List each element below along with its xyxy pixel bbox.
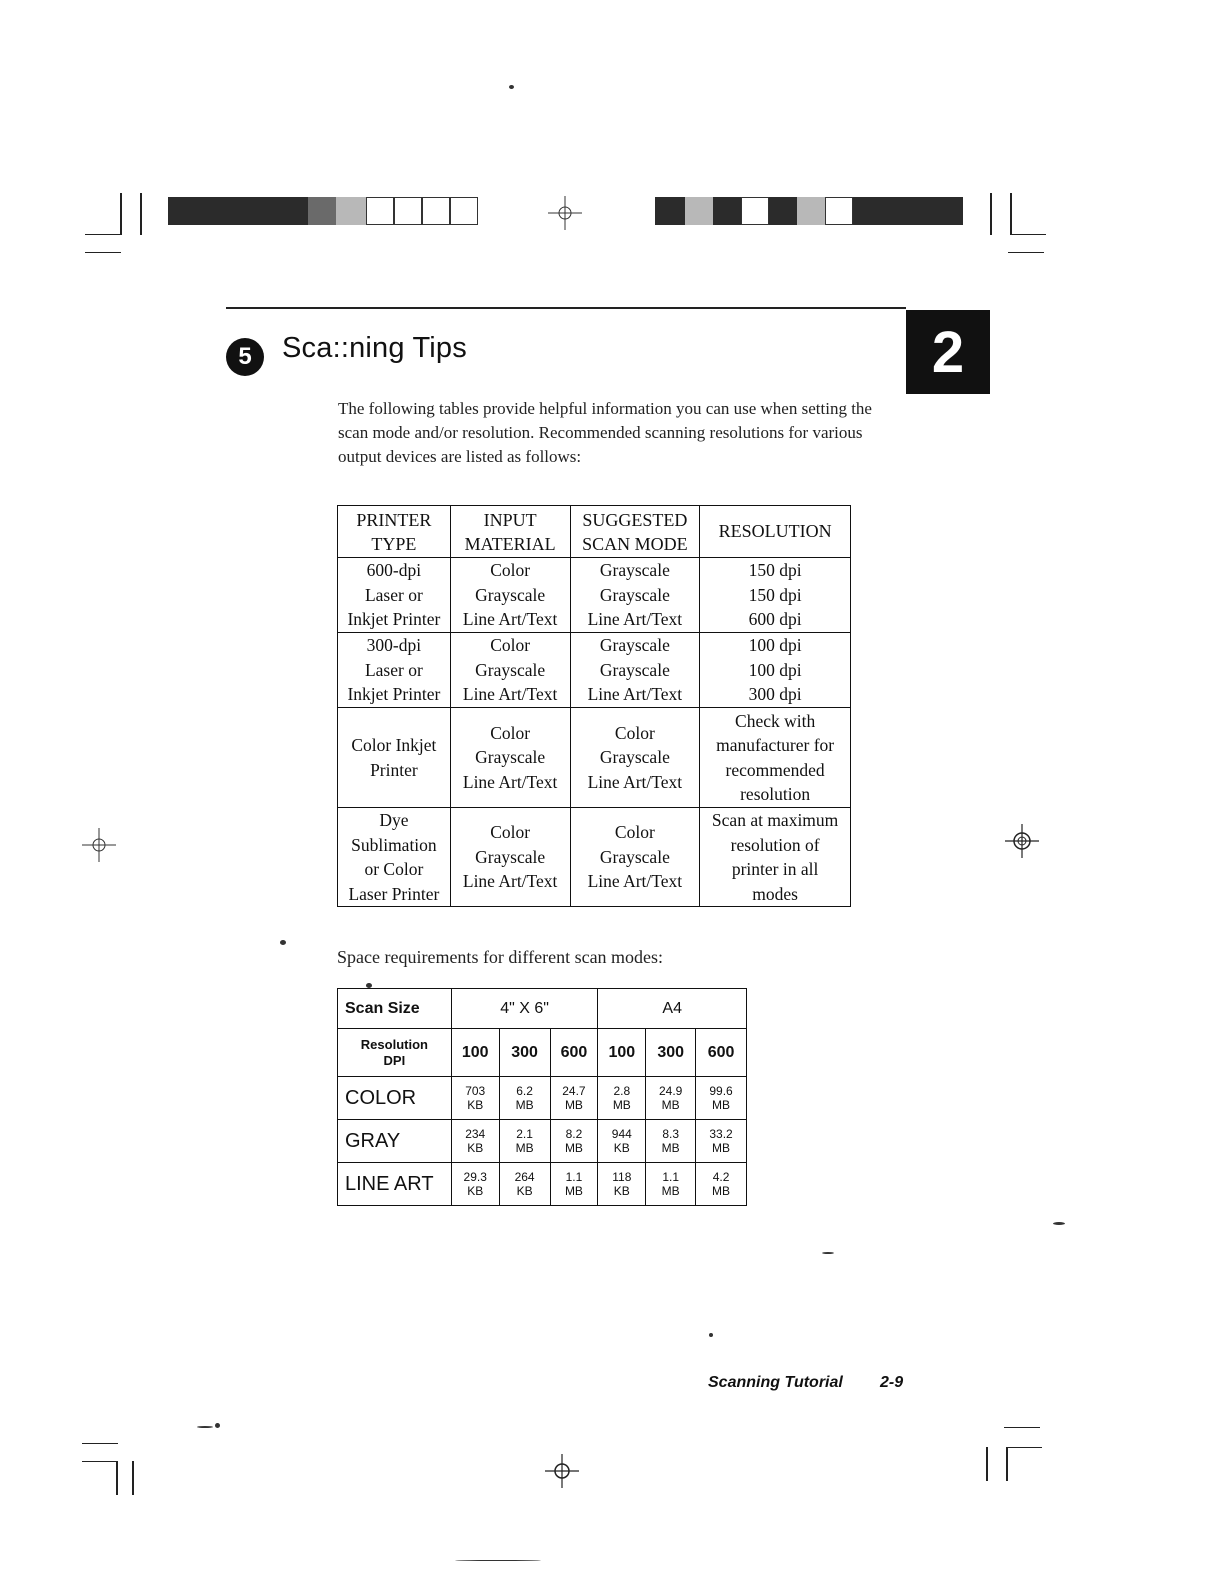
cell-line: Grayscale	[599, 846, 670, 867]
scan-mode-label: COLOR	[338, 1077, 452, 1120]
scan-mode-cell	[570, 708, 700, 808]
cell-line: Line Art/Text	[462, 684, 558, 705]
cell-line: 150 dpi	[748, 560, 802, 581]
header-input-material: INPUT MATERIAL	[450, 506, 570, 558]
file-size-part: KB	[613, 1184, 630, 1198]
input-material-cell	[450, 808, 570, 907]
color-bar	[422, 197, 450, 225]
file-size-cell	[499, 1163, 550, 1206]
cell-line: Laser or	[364, 584, 423, 605]
cell-line: Line Art/Text	[587, 609, 683, 630]
printer-type-cell	[338, 633, 451, 708]
cell-line: Grayscale	[475, 659, 546, 680]
file-size-cell	[451, 1120, 499, 1163]
cell-line: Grayscale	[475, 747, 546, 768]
dpi-label-line: DPI	[383, 1052, 406, 1068]
cell-line: Color	[614, 822, 655, 843]
file-size-part: 33.2	[709, 1127, 733, 1141]
input-material-cell	[450, 633, 570, 708]
scan-mode-cell	[570, 558, 700, 633]
cell-line: Grayscale	[599, 560, 670, 581]
cell-line: Grayscale	[475, 584, 546, 605]
dpi-value: 100	[451, 1029, 499, 1077]
file-size-cell	[451, 1163, 499, 1206]
cell-line: manufacturer for	[716, 735, 835, 755]
color-bar	[769, 197, 797, 225]
registration-mark-icon	[82, 828, 116, 862]
file-size-cell	[696, 1163, 747, 1206]
scan-size-row	[338, 989, 747, 1029]
crop-mark	[1004, 1427, 1040, 1428]
resolution-table	[337, 505, 851, 907]
crop-mark	[1010, 193, 1012, 235]
file-size-part: KB	[467, 1184, 484, 1198]
crop-mark	[140, 193, 142, 235]
table-row	[338, 1120, 747, 1163]
scan-speck	[509, 85, 514, 89]
table-row	[338, 808, 851, 907]
cell-line: 100 dpi	[748, 635, 802, 656]
dpi-value: 600	[550, 1029, 598, 1077]
scan-speck	[822, 1252, 834, 1254]
space-requirements-table	[337, 988, 747, 1206]
crop-mark	[1006, 1447, 1042, 1448]
registration-mark-icon	[545, 1454, 579, 1488]
size-a4: A4	[598, 989, 747, 1029]
step-number-badge: 5	[226, 338, 264, 376]
color-bar	[336, 197, 366, 225]
color-bar	[450, 197, 478, 225]
cell-line: Color	[614, 722, 655, 743]
crop-mark	[82, 1443, 118, 1444]
file-size-part: 234	[465, 1127, 486, 1141]
cell-line: recommended	[725, 759, 825, 780]
registration-mark-icon	[548, 196, 582, 230]
section-rule	[226, 307, 906, 309]
scan-mode-label: GRAY	[338, 1120, 452, 1163]
file-size-part: KB	[516, 1184, 533, 1198]
cell-line: 150 dpi	[748, 584, 802, 605]
input-material-cell	[450, 558, 570, 633]
cell-line: Grayscale	[599, 659, 670, 680]
cell-line: Line Art/Text	[587, 871, 683, 892]
cell-line: or Color	[364, 859, 424, 879]
table-row	[338, 1163, 747, 1206]
cell-line: Laser or	[364, 659, 423, 680]
file-size-part: 2.8	[613, 1084, 631, 1098]
cell-line: Laser Printer	[348, 883, 440, 904]
cell-line: printer in all	[731, 859, 819, 879]
header-resolution: RESOLUTION	[700, 506, 851, 558]
chapter-tab: 2	[906, 310, 990, 394]
cell-line: Inkjet Printer	[347, 684, 441, 705]
file-size-part: 24.9	[659, 1084, 683, 1098]
cell-line: Line Art/Text	[587, 684, 683, 705]
file-size-part: 944	[611, 1127, 632, 1141]
file-size-cell	[646, 1077, 696, 1120]
section-title: Sca::ning Tips	[282, 332, 467, 364]
color-bar	[685, 197, 713, 225]
table-row	[338, 633, 851, 708]
file-size-cell	[598, 1077, 646, 1120]
color-bar	[366, 197, 394, 225]
file-size-part: 1.1	[565, 1170, 583, 1184]
file-size-part: 264	[514, 1170, 535, 1184]
cell-line: Line Art/Text	[462, 871, 558, 892]
crop-mark	[85, 252, 121, 253]
scan-speck	[455, 1560, 541, 1561]
cell-line: Color	[490, 822, 531, 843]
cell-line: Line Art/Text	[462, 609, 558, 630]
file-size-part: MB	[515, 1141, 534, 1155]
crop-mark	[132, 1461, 134, 1495]
file-size-part: 1.1	[662, 1170, 680, 1184]
cell-line: Inkjet Printer	[347, 609, 441, 630]
cell-line: Grayscale	[475, 846, 546, 867]
file-size-part: MB	[712, 1141, 731, 1155]
resolution-row	[338, 1029, 747, 1077]
cell-line: resolution	[740, 784, 811, 804]
file-size-cell	[598, 1120, 646, 1163]
file-size-cell	[499, 1120, 550, 1163]
file-size-part: 8.2	[565, 1127, 583, 1141]
scan-speck	[215, 1423, 220, 1428]
file-size-part: 2.1	[516, 1127, 533, 1141]
cell-line: 600 dpi	[748, 609, 802, 630]
file-size-part: 24.7	[562, 1084, 586, 1098]
cell-line: Check with	[735, 710, 816, 731]
cell-line: resolution of	[730, 834, 820, 855]
cell-line: Scan at maximum	[711, 810, 839, 830]
footer-title: Scanning Tutorial	[708, 1374, 843, 1391]
file-size-part: MB	[564, 1141, 583, 1155]
color-bar	[394, 197, 422, 225]
file-size-part: 118	[612, 1170, 632, 1184]
file-size-part: 6.2	[516, 1084, 533, 1098]
cell-line: 100 dpi	[748, 659, 802, 680]
cell-line: Grayscale	[599, 584, 670, 605]
header-printer-type: PRINTER TYPE	[338, 506, 451, 558]
color-bar	[741, 197, 769, 225]
crop-mark	[986, 1447, 988, 1481]
size-4x6: 4" X 6"	[451, 989, 598, 1029]
file-size-part: MB	[564, 1098, 583, 1112]
resolution-cell	[700, 558, 851, 633]
file-size-part: 4.2	[712, 1170, 730, 1184]
input-material-cell	[450, 708, 570, 808]
file-size-cell	[550, 1077, 598, 1120]
cell-line: Line Art/Text	[587, 771, 683, 792]
file-size-cell	[550, 1163, 598, 1206]
file-size-cell	[451, 1077, 499, 1120]
file-size-part: 703	[465, 1084, 486, 1098]
cell-line: 300-dpi	[366, 635, 422, 656]
cell-line: Line Art/Text	[462, 771, 558, 792]
crop-mark	[116, 1461, 118, 1495]
color-bar	[713, 197, 741, 225]
cell-line: Color Inkjet	[351, 735, 437, 755]
cell-line: 600-dpi	[366, 560, 422, 581]
file-size-cell	[550, 1120, 598, 1163]
dpi-value: 100	[598, 1029, 646, 1077]
file-size-cell	[646, 1163, 696, 1206]
printer-type-cell	[338, 558, 451, 633]
resolution-cell	[700, 633, 851, 708]
crop-mark	[990, 193, 992, 235]
resolution-cell	[700, 708, 851, 808]
resolution-dpi-label	[338, 1029, 452, 1077]
scan-speck	[1053, 1222, 1065, 1225]
color-bar	[308, 197, 336, 225]
scan-mode-label: LINE ART	[338, 1163, 452, 1206]
scan-mode-cell	[570, 808, 700, 907]
file-size-part: MB	[661, 1098, 680, 1112]
printer-type-cell	[338, 708, 451, 808]
file-size-part: MB	[661, 1184, 680, 1198]
file-size-part: MB	[612, 1098, 631, 1112]
file-size-part: MB	[515, 1098, 534, 1112]
cell-line: Color	[490, 560, 531, 581]
file-size-cell	[499, 1077, 550, 1120]
resolution-label-line: Resolution	[360, 1036, 428, 1052]
file-size-part: KB	[467, 1141, 484, 1155]
file-size-part: MB	[661, 1141, 680, 1155]
crop-mark	[1006, 1447, 1008, 1481]
file-size-part: KB	[613, 1141, 630, 1155]
cell-line: Color	[490, 635, 531, 656]
file-size-cell	[646, 1120, 696, 1163]
file-size-cell	[598, 1163, 646, 1206]
cell-line: Color	[490, 722, 531, 743]
scan-size-label: Scan Size	[338, 989, 452, 1029]
page-number: 2-9	[880, 1374, 904, 1391]
color-bar	[168, 197, 308, 225]
scan-speck	[709, 1333, 713, 1337]
crop-mark	[120, 193, 122, 235]
scan-mode-cell	[570, 633, 700, 708]
table-row	[338, 558, 851, 633]
dpi-value: 600	[696, 1029, 747, 1077]
file-size-cell	[696, 1120, 747, 1163]
dpi-value: 300	[499, 1029, 550, 1077]
printer-type-cell	[338, 808, 451, 907]
cell-line: 300 dpi	[748, 684, 802, 705]
file-size-cell	[696, 1077, 747, 1120]
dpi-value: 300	[646, 1029, 696, 1077]
scan-speck	[197, 1426, 213, 1428]
registration-mark-icon	[1005, 824, 1039, 858]
cell-line: Dye	[379, 810, 409, 830]
scan-speck	[280, 940, 286, 945]
intro-paragraph: The following tables provide helpful information you can use when setting the scan mode and/or resolution. Recommended scanning resolutions for various output devices are listed as follows:	[338, 399, 872, 466]
file-size-part: MB	[712, 1098, 731, 1112]
color-bar	[825, 197, 853, 225]
file-size-part: MB	[564, 1184, 583, 1198]
color-bar	[853, 197, 963, 225]
table-header-row	[338, 506, 851, 558]
file-size-part: KB	[467, 1098, 484, 1112]
header-scan-mode: SUGGESTED SCAN MODE	[570, 506, 700, 558]
file-size-part: MB	[712, 1184, 731, 1198]
resolution-cell	[700, 808, 851, 907]
crop-mark	[82, 1461, 118, 1462]
table-row	[338, 708, 851, 808]
crop-mark	[85, 234, 121, 235]
cell-line: modes	[752, 883, 798, 904]
crop-mark	[1008, 252, 1044, 253]
cell-line: Printer	[370, 759, 418, 780]
file-size-part: 99.6	[709, 1084, 733, 1098]
cell-line: Grayscale	[599, 635, 670, 656]
file-size-part: 29.3	[463, 1170, 487, 1184]
space-requirements-caption: Space requirements for different scan modes:	[337, 947, 664, 967]
cell-line: Grayscale	[599, 747, 670, 768]
file-size-part: 8.3	[662, 1127, 680, 1141]
color-bar	[797, 197, 825, 225]
color-bar	[655, 197, 685, 225]
crop-mark	[1010, 234, 1046, 235]
cell-line: Sublimation	[351, 834, 437, 855]
table-row	[338, 1077, 747, 1120]
